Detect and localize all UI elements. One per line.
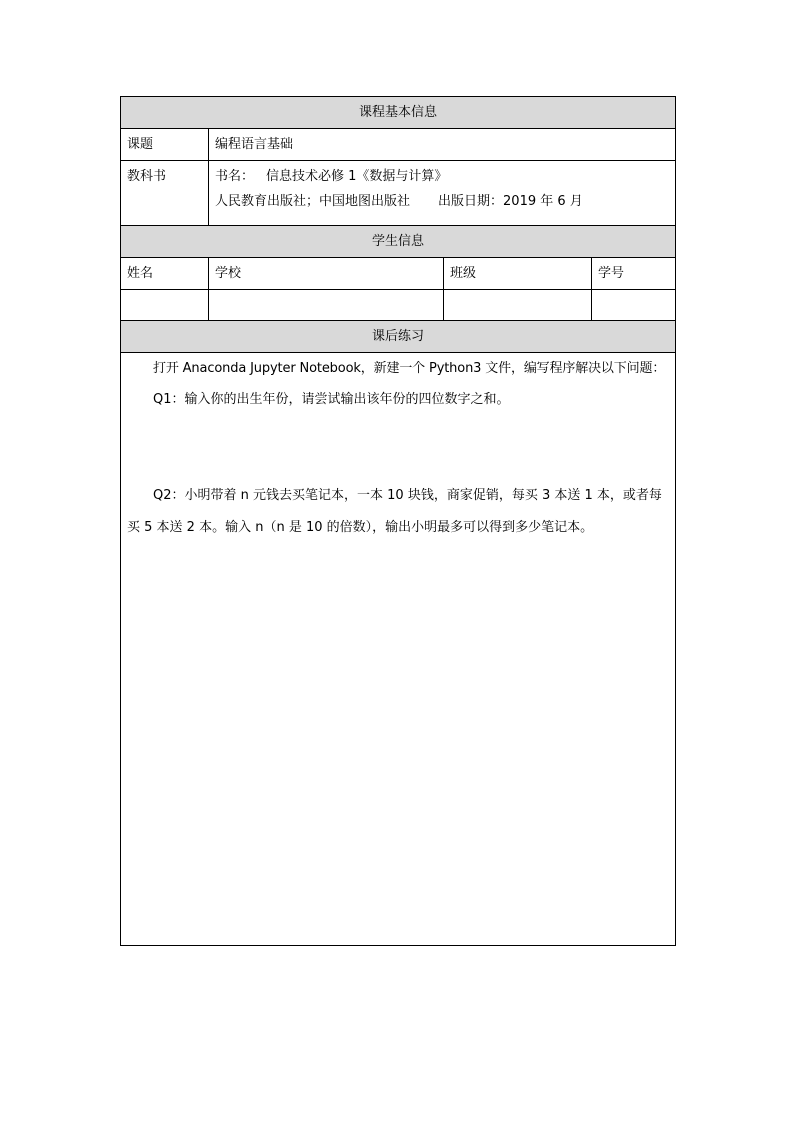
student-id-label: 学号 xyxy=(592,258,676,290)
course-info-header: 课程基本信息 xyxy=(121,97,676,129)
student-id-field[interactable] xyxy=(592,290,676,321)
exercise-header: 课后练习 xyxy=(121,321,676,353)
textbook-details xyxy=(209,161,676,226)
exercise-intro: 打开 Anaconda Jupyter Notebook，新建一个 Python3 文件，编写程序解决以下问题： xyxy=(153,361,666,376)
textbook-label: 教科书 xyxy=(121,161,209,226)
book-name-value: 信息技术必修 1《数据与计算》 xyxy=(266,169,448,184)
school-label: 学校 xyxy=(209,258,444,290)
publish-date-label: 出版日期： xyxy=(438,194,504,209)
class-field[interactable] xyxy=(444,290,592,321)
book-name-line xyxy=(215,168,669,193)
publish-date-value: 2019 年 6 月 xyxy=(503,194,583,209)
student-info-header: 学生信息 xyxy=(121,226,676,258)
school-field[interactable] xyxy=(209,290,444,321)
question-2: Q2：小明带着 n 元钱去买笔记本，一本 10 块钱，商家促销，每买 3 本送 1 本，或者每买 5 本送 2 本。输入 n（n 是 10 的倍数），输出小明最多可以得到多少笔记本。 xyxy=(127,488,662,535)
topic-value: 编程语言基础 xyxy=(209,129,676,161)
publisher-value: 人民教育出版社；中国地图出版社 xyxy=(215,194,411,209)
topic-label: 课题 xyxy=(121,129,209,161)
question-1: Q1：输入你的出生年份，请尝试输出该年份的四位数字之和。 xyxy=(153,392,510,407)
course-info-table xyxy=(120,96,676,946)
publisher-line xyxy=(215,193,669,225)
name-field[interactable] xyxy=(121,290,209,321)
name-label: 姓名 xyxy=(121,258,209,290)
class-label: 班级 xyxy=(444,258,592,290)
book-name-label: 书名： xyxy=(215,169,255,184)
exercise-content xyxy=(121,353,676,946)
